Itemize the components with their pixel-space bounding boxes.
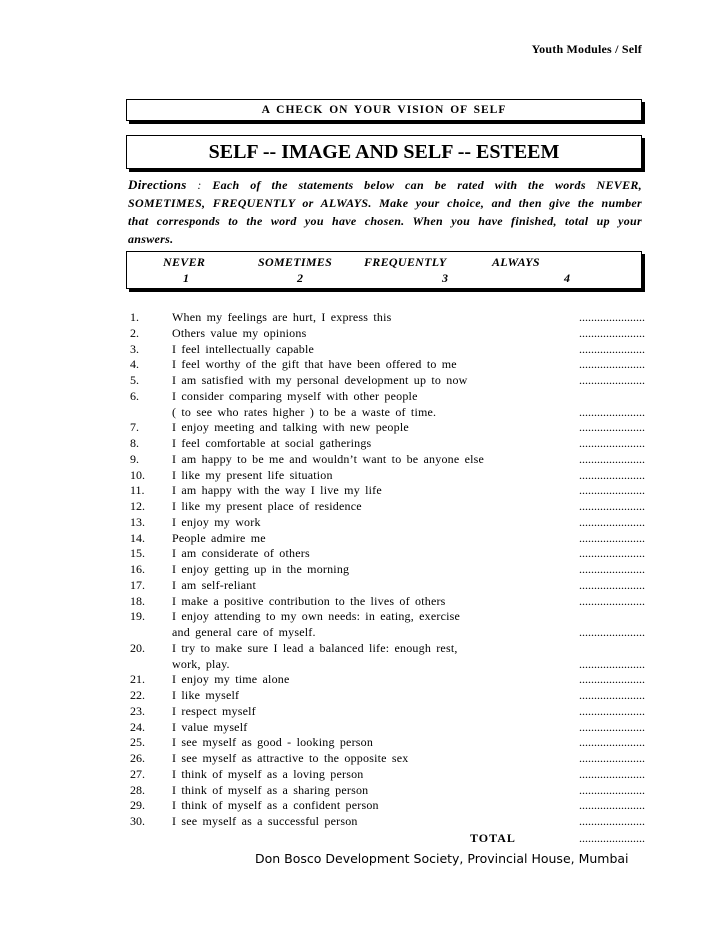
statement-number: 7. — [130, 420, 139, 435]
statement-row — [130, 515, 645, 531]
statement-row — [130, 751, 645, 767]
statement-number: 6. — [130, 388, 139, 403]
statement-row — [130, 735, 645, 751]
statement-number: 18. — [130, 593, 145, 608]
answer-blank[interactable]: ...................... — [579, 357, 645, 372]
statement-text: I value myself — [172, 719, 248, 734]
answer-blank[interactable]: ...................... — [579, 514, 645, 529]
statement-text: I see myself as a successful person — [172, 814, 358, 828]
module-header: Youth Modules / Self — [531, 42, 642, 56]
statement-number: 11. — [130, 483, 145, 498]
statement-row — [130, 389, 645, 405]
answer-blank[interactable]: ...................... — [579, 404, 645, 419]
statement-text: work, play. — [172, 656, 230, 671]
statement-number: 27. — [130, 766, 145, 781]
statement-text: I think of myself as a sharing person — [172, 782, 369, 797]
statement-text: I respect myself — [172, 703, 256, 718]
page-title: SELF -- IMAGE AND SELF -- ESTEEM — [208, 141, 560, 163]
statement-number: 17. — [130, 577, 145, 592]
statement-number: 20. — [130, 640, 145, 655]
scale-word-always: ALWAYS — [492, 255, 540, 269]
statement-row — [130, 657, 645, 673]
statement-number: 2. — [130, 325, 139, 340]
statement-text: I am happy with the way I live my life — [172, 483, 382, 498]
statement-number: 1. — [130, 310, 139, 324]
statement-row — [130, 814, 645, 830]
answer-blank[interactable]: ...................... — [579, 451, 645, 466]
statement-row — [130, 468, 645, 484]
statement-row — [130, 609, 645, 625]
answer-blank[interactable]: ...................... — [579, 814, 645, 828]
statement-text: I like my present place of residence — [172, 499, 362, 513]
statement-text: I see myself as good - looking person — [172, 735, 374, 750]
statement-text: I am satisfied with my personal development up to now — [172, 373, 468, 387]
answer-blank[interactable]: ...................... — [579, 499, 645, 513]
statement-text: When my feelings are hurt, I express this — [172, 310, 392, 324]
statement-row — [130, 672, 645, 688]
statement-text: ( to see who rates higher ) to be a waste of time. — [172, 404, 437, 419]
statement-row — [130, 531, 645, 547]
answer-blank[interactable]: ...................... — [579, 593, 645, 608]
subtitle-box — [126, 99, 642, 121]
answer-blank[interactable]: ...................... — [579, 719, 645, 734]
answer-blank[interactable]: ...................... — [579, 798, 645, 813]
statement-number: 9. — [130, 451, 139, 466]
statement-row — [130, 310, 645, 326]
footer-organization: Don Bosco Development Society, Provincial House, Mumbai — [255, 851, 629, 866]
answer-blank[interactable]: ...................... — [579, 735, 645, 750]
statement-text: I enjoy my work — [172, 514, 261, 529]
scale-word-never: NEVER — [163, 255, 206, 269]
statement-text: I enjoy attending to my own needs: in eating, exercise — [172, 609, 461, 624]
statement-text: I enjoy meeting and talking with new people — [172, 420, 409, 435]
statement-text: I feel comfortable at social gatherings — [172, 436, 372, 450]
statement-text: I think of myself as a confident person — [172, 798, 379, 813]
statement-row — [130, 436, 645, 452]
statement-row — [130, 704, 645, 720]
statement-text: I see myself as attractive to the opposite sex — [172, 751, 409, 765]
statement-number: 3. — [130, 341, 139, 356]
answer-blank[interactable]: ...................... — [579, 373, 645, 387]
statement-number: 22. — [130, 688, 145, 702]
directions-lead: Directions — [128, 177, 187, 192]
statement-number: 5. — [130, 373, 139, 387]
statement-text: I feel intellectually capable — [172, 341, 315, 356]
statement-text: I like myself — [172, 688, 240, 702]
statement-text: I enjoy my time alone — [172, 672, 290, 687]
answer-blank[interactable]: ...................... — [579, 546, 645, 561]
answer-blank[interactable]: ...................... — [579, 672, 645, 687]
answer-blank[interactable]: ...................... — [579, 562, 645, 576]
scale-number-sometimes: 2 — [297, 271, 304, 285]
statement-number: 24. — [130, 719, 145, 734]
statement-text: I think of myself as a loving person — [172, 766, 364, 781]
statement-text: I am self-reliant — [172, 577, 257, 592]
statement-row — [130, 405, 645, 421]
statement-number: 10. — [130, 467, 145, 482]
statement-row — [130, 767, 645, 783]
statement-row — [130, 483, 645, 499]
answer-blank[interactable]: ...................... — [579, 420, 645, 435]
answer-blank[interactable]: ...................... — [579, 577, 645, 592]
statement-number: 14. — [130, 530, 145, 545]
answer-blank[interactable]: ...................... — [579, 310, 645, 324]
statement-row — [130, 798, 645, 814]
scale-number-always: 4 — [564, 271, 571, 285]
statement-row — [130, 594, 645, 610]
statement-number: 25. — [130, 735, 145, 750]
statement-row — [130, 578, 645, 594]
statement-row — [130, 625, 645, 641]
directions-paragraph — [128, 176, 642, 248]
answer-blank[interactable]: ...................... — [579, 483, 645, 498]
answer-blank[interactable]: ...................... — [579, 341, 645, 356]
statement-row — [130, 357, 645, 373]
scale-word-frequently: FREQUENTLY — [364, 255, 447, 269]
statement-text: and general care of myself. — [172, 625, 316, 639]
statement-number: 13. — [130, 514, 145, 529]
statement-number: 30. — [130, 814, 145, 828]
statement-text: Others value my opinions — [172, 325, 307, 340]
directions-colon: : — [197, 178, 202, 192]
statement-row — [130, 420, 645, 436]
answer-blank[interactable]: ...................... — [579, 436, 645, 450]
answer-blank[interactable]: ...................... — [579, 688, 645, 702]
title-box — [126, 135, 642, 169]
statement-text: I am happy to be me and wouldn’t want to be anyone else — [172, 451, 485, 466]
statement-number: 19. — [130, 609, 145, 624]
statement-row — [130, 562, 645, 578]
statement-text: I am considerate of others — [172, 546, 310, 561]
statement-number: 21. — [130, 672, 145, 687]
statement-row — [130, 326, 645, 342]
directions-text: Each of the statements below can be rated with the words NEVER, SOMETIMES, FREQUENTLY or ALWAYS. Make your choice, and then give the number that corresponds to the word you have chosen. When you have finished, total up your answers. — [128, 178, 642, 246]
total-label: TOTAL — [470, 830, 516, 845]
scale-number-frequently: 3 — [442, 271, 449, 285]
statement-row — [130, 546, 645, 562]
subtitle: A CHECK ON YOUR VISION OF SELF — [261, 104, 507, 116]
statement-text: I try to make sure I lead a balanced life: enough rest, — [172, 640, 458, 655]
statement-row — [130, 641, 645, 657]
statement-row — [130, 452, 645, 468]
scale-word-sometimes: SOMETIMES — [258, 255, 333, 269]
answer-blank[interactable]: ...................... — [579, 656, 645, 671]
answer-blank[interactable]: ...................... — [579, 625, 645, 639]
statement-number: 28. — [130, 782, 145, 797]
answer-blank[interactable]: ...................... — [579, 325, 645, 340]
statement-number: 23. — [130, 703, 145, 718]
statement-text: I enjoy getting up in the morning — [172, 562, 350, 576]
statement-row — [130, 499, 645, 515]
statement-text: I make a positive contribution to the lives of others — [172, 593, 446, 608]
scale-number-never: 1 — [183, 271, 190, 285]
statement-number: 4. — [130, 357, 139, 372]
statement-text: I like my present life situation — [172, 467, 333, 482]
statement-row — [130, 373, 645, 389]
statement-number: 15. — [130, 546, 145, 561]
statement-text: I consider comparing myself with other people — [172, 388, 418, 403]
statement-row — [130, 720, 645, 736]
statement-number: 29. — [130, 798, 145, 813]
answer-blank[interactable]: ...................... — [579, 766, 645, 781]
answer-blank[interactable]: ...................... — [579, 782, 645, 797]
statement-number: 16. — [130, 562, 145, 576]
total-answer-blank[interactable]: ...................... — [579, 830, 645, 845]
statement-row — [130, 783, 645, 799]
statement-number: 8. — [130, 436, 139, 450]
statement-row — [130, 688, 645, 704]
statement-number: 26. — [130, 751, 145, 765]
answer-blank[interactable]: ...................... — [579, 530, 645, 545]
rating-scale-box — [126, 251, 642, 289]
statement-row — [130, 342, 645, 358]
answer-blank[interactable]: ...................... — [579, 751, 645, 765]
statement-text: People admire me — [172, 530, 266, 545]
answer-blank[interactable]: ...................... — [579, 703, 645, 718]
statement-number: 12. — [130, 499, 145, 513]
answer-blank[interactable]: ...................... — [579, 467, 645, 482]
statement-list — [130, 310, 645, 846]
total-row — [130, 830, 645, 846]
statement-text: I feel worthy of the gift that have been offered to me — [172, 357, 457, 372]
